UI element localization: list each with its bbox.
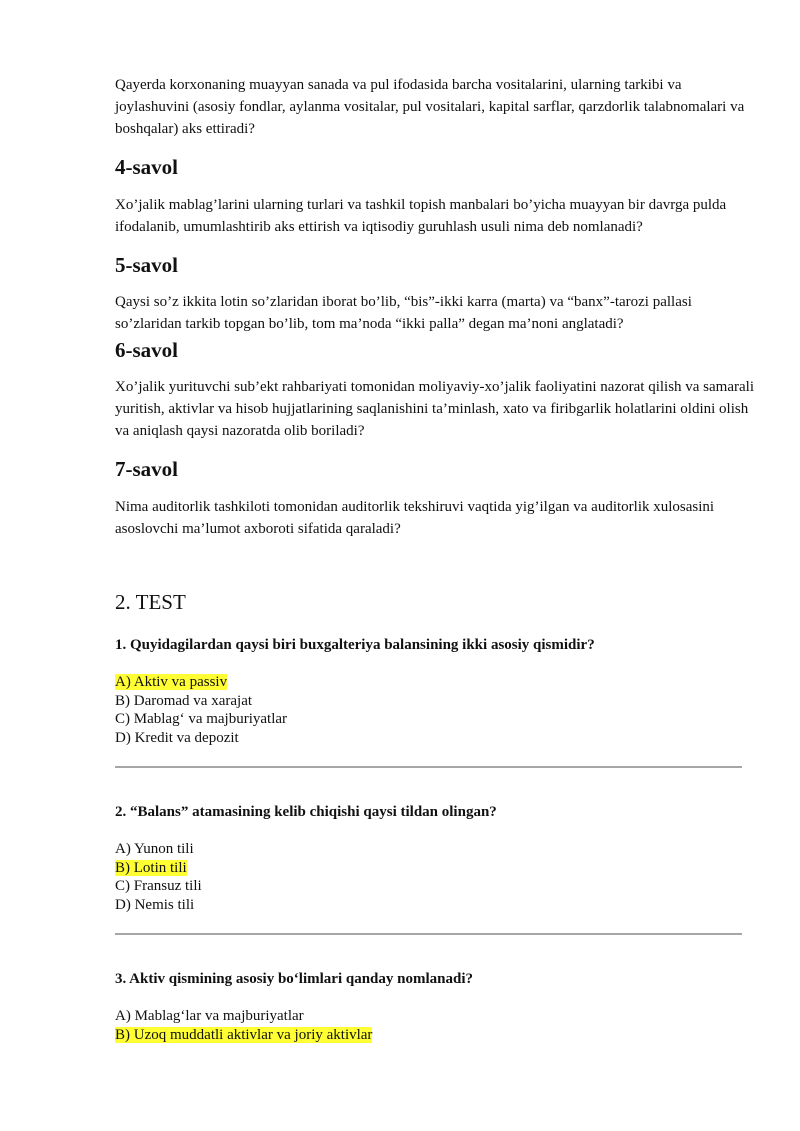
test-question-3: 3. Aktiv qismining asosiy bo‘limlari qanday nomlanadi?: [115, 971, 474, 987]
intro-paragraph: Qayerda korxonaning muayyan sanada va pul ifodasida barcha vositalarini, ularning tarkibi va joylashuvini (asosiy fondlar, aylanma vositalar, pul vositalari, kapital sarflar, qarzdorlik talabnomalari va boshqalar) aks ettiradi?: [115, 77, 745, 137]
question-7-heading: 7-savol: [115, 457, 178, 481]
option-a: [115, 673, 287, 692]
question-5-heading: 5-savol: [115, 253, 178, 277]
option-text: B) Uzoq muddatli aktivlar va joriy aktivlar: [115, 1026, 373, 1043]
option-d: [115, 729, 287, 748]
test-question-2-options: [115, 840, 202, 914]
option-text: A) Yunon tili: [115, 841, 194, 857]
divider: [115, 766, 742, 768]
question-4-heading: 4-savol: [115, 155, 178, 179]
option-text: C) Fransuz tili: [115, 878, 202, 894]
option-b: [115, 1026, 372, 1045]
option-a: [115, 840, 202, 859]
question-4-text: Xo’jalik mablag’larini ularning turlari va tashkil topish manbalari bo’yicha muayyan bir davrga pulda ifodalanib, umumlashtirib aks ettirish va iqtisodiy guruhlash usuli nima deb nomlanadi?: [115, 197, 727, 235]
option-text: C) Mablag‘ va majburiyatlar: [115, 711, 288, 727]
test-question-1-options: [115, 673, 287, 747]
option-d: [115, 896, 202, 915]
option-text: D) Kredit va depozit: [115, 729, 239, 746]
question-7-text: Nima auditorlik tashkiloti tomonidan auditorlik tekshiruvi vaqtida yig’ilgan va auditorlik xulosasini asoslovchi ma’lumot axboroti sifatida qaraladi?: [115, 499, 715, 537]
divider: [115, 933, 742, 935]
test-question-3-options: [115, 1007, 372, 1044]
question-5-text: Qaysi so’z ikkita lotin so’zlaridan iborat bo’lib, “bis”-ikki karra (marta) va “banx”-tarozi pallasi so’zlaridan tarkib topgan bo’lib, tom ma’noda “ikki palla” degan ma’noni anglatadi?: [115, 294, 692, 332]
question-6-heading: 6-savol: [115, 338, 178, 362]
option-text: B) Daromad va xarajat: [115, 692, 253, 709]
option-text: D) Nemis tili: [115, 896, 195, 913]
test-question-2: 2. “Balans” atamasining kelib chiqishi qaysi tildan olingan?: [115, 804, 497, 820]
option-b: [115, 859, 202, 878]
question-6-text: Xo’jalik yurituvchi sub’ekt rahbariyati tomonidan moliyaviy-xo’jalik faoliyatini nazorat qilish va samarali yuritish, aktivlar va hisob hujjatlarining saqlanishini ta’minlash, xato va firibgarlik holatlarini oldini olish va aniqlash qaysi nazoratda olib boriladi?: [115, 379, 754, 439]
option-text: B) Lotin tili: [115, 859, 187, 876]
test-question-1: 1. Quyidagilardan qaysi biri buxgalteriya balansining ikki asosiy qismidir?: [115, 637, 595, 653]
option-c: [115, 877, 202, 896]
test-section-title: 2. TEST: [115, 590, 186, 614]
option-c: [115, 710, 287, 729]
option-a: [115, 1007, 372, 1026]
option-text: A) Mablag‘lar va majburiyatlar: [115, 1008, 304, 1024]
option-b: [115, 692, 287, 711]
option-text: A) Aktiv va passiv: [115, 674, 228, 690]
